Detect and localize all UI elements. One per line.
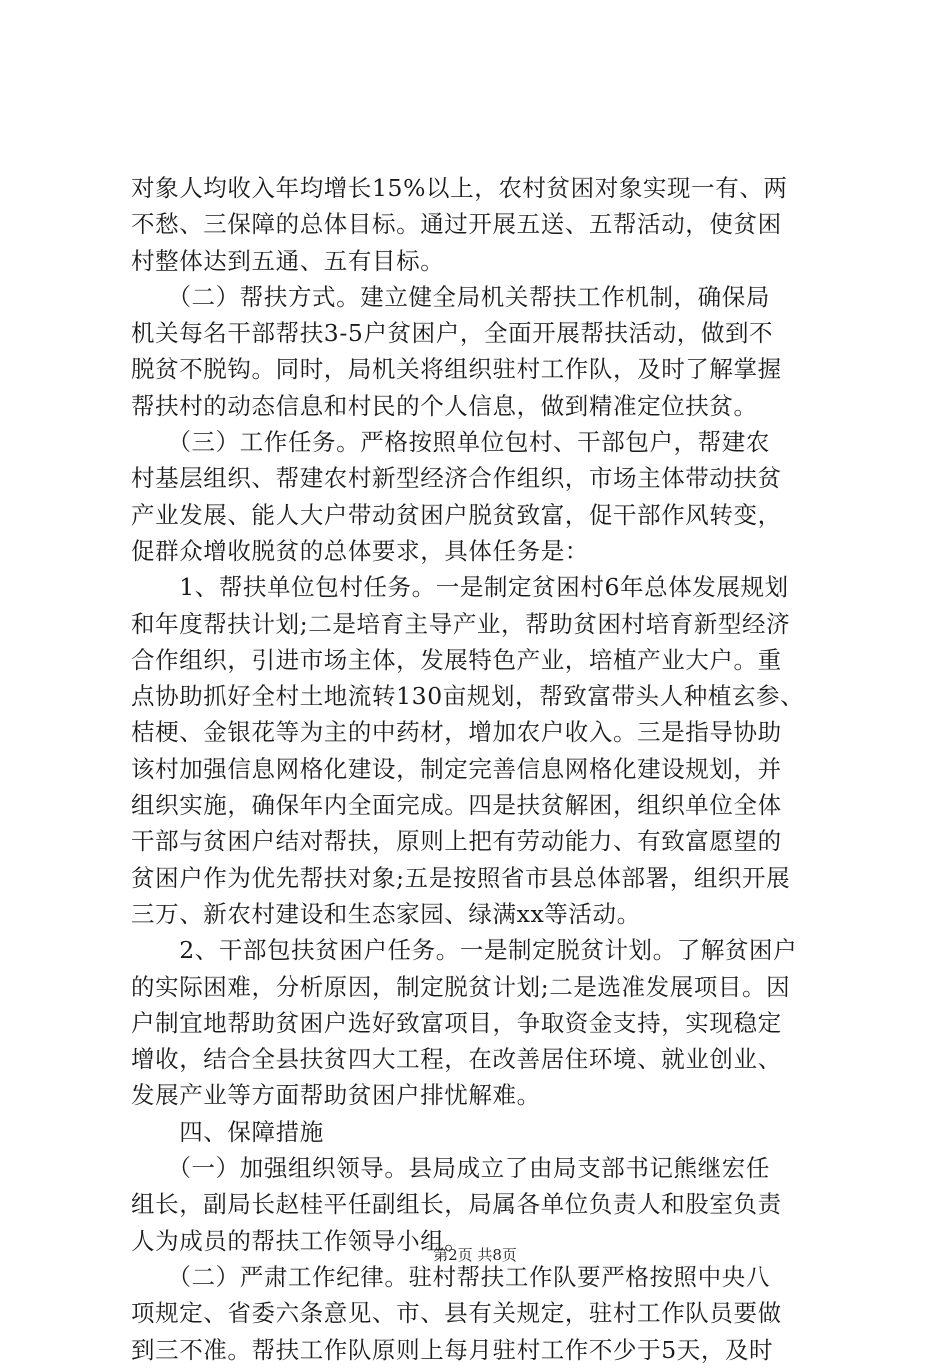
body-line: 点协助抓好全村土地流转130亩规划，帮致富带头人种植玄参、 [131, 682, 805, 711]
body-line: 的实际困难，分析原因，制定脱贫计划;二是选准发展项目。因 [131, 972, 791, 1001]
body-line: 产业发展、能人大户带动贫困户脱贫致富，促干部作风转变， [131, 500, 782, 529]
body-line: 四、保障措施 [131, 1117, 324, 1146]
body-line: 不愁、三保障的总体目标。通过开展五送、五帮活动，使贫困 [131, 210, 782, 239]
body-line: 对象人均收入年均增长15%以上，农村贫困对象实现一有、两 [131, 174, 788, 202]
body-line: 促群众增收脱贫的总体要求，具体任务是： [131, 536, 589, 565]
body-line: 组织实施，确保年内全面完成。四是扶贫解困，组织单位全体 [131, 791, 782, 820]
body-line: 增收，结合全县扶贫四大工程，在改善居住环境、就业创业、 [131, 1045, 782, 1074]
body-line: 2、干部包扶贫困户任务。一是制定脱贫计划。了解贫困户 [131, 936, 798, 965]
body-line: 合作组织，引进市场主体，发展特色产业，培植产业大户。重 [131, 645, 782, 674]
body-line: 组长，副局长赵桂平任副组长，局属各单位负责人和股室负责 [131, 1190, 782, 1219]
body-line: 和年度帮扶计划;二是培育主导产业，帮助贫困村培育新型经济 [131, 609, 791, 638]
document-body [131, 170, 831, 1368]
body-line: 人为成员的帮扶工作领导小组。 [131, 1226, 469, 1255]
body-line: 三万、新农村建设和生态家园、绿满xx等活动。 [131, 899, 641, 928]
body-line: 户制宜地帮助贫困户选好致富项目，争取资金支持，实现稳定 [131, 1008, 782, 1037]
body-line: 到三不准。帮扶工作队原则上每月驻村工作不少于5天，及时 [131, 1335, 774, 1364]
body-line: 村基层组织、帮建农村新型经济合作组织，市场主体带动扶贫 [131, 464, 782, 493]
body-line: 机关每名干部帮扶3-5户贫困户，全面开展帮扶活动，做到不 [131, 319, 774, 348]
body-line: （三）工作任务。严格按照单位包村、干部包户，帮建农 [131, 428, 770, 457]
page-footer: 第2页 共8页 [433, 1246, 517, 1264]
body-line: 帮扶村的动态信息和村民的个人信息，做到精准定位扶贫。 [131, 391, 758, 420]
body-line: 桔梗、金银花等为主的中药材，增加农户收入。三是指导协助 [131, 718, 782, 747]
body-line: 1、帮扶单位包村任务。一是制定贫困村6年总体发展规划 [131, 573, 789, 602]
body-line: （二）严肃工作纪律。驻村帮扶工作队要严格按照中央八 [131, 1262, 770, 1291]
body-line: 项规定、省委六条意见、市、县有关规定，驻村工作队员要做 [131, 1299, 782, 1328]
body-line: 发展产业等方面帮助贫困户排忧解难。 [131, 1081, 541, 1110]
body-line: 脱贫不脱钩。同时，局机关将组织驻村工作队，及时了解掌握 [131, 355, 782, 384]
body-line: 贫困户作为优先帮扶对象;五是按照省市县总体部署，组织开展 [131, 863, 791, 892]
body-line: 干部与贫困户结对帮扶，原则上把有劳动能力、有致富愿望的 [131, 827, 782, 856]
body-line: 村整体达到五通、五有目标。 [131, 246, 445, 275]
body-line: （一）加强组织领导。县局成立了由局支部书记熊继宏任 [131, 1154, 770, 1183]
body-line: （二）帮扶方式。建立健全局机关帮扶工作机制，确保局 [131, 282, 770, 311]
body-line: 该村加强信息网格化建设，制定完善信息网格化建设规划，并 [131, 754, 782, 783]
